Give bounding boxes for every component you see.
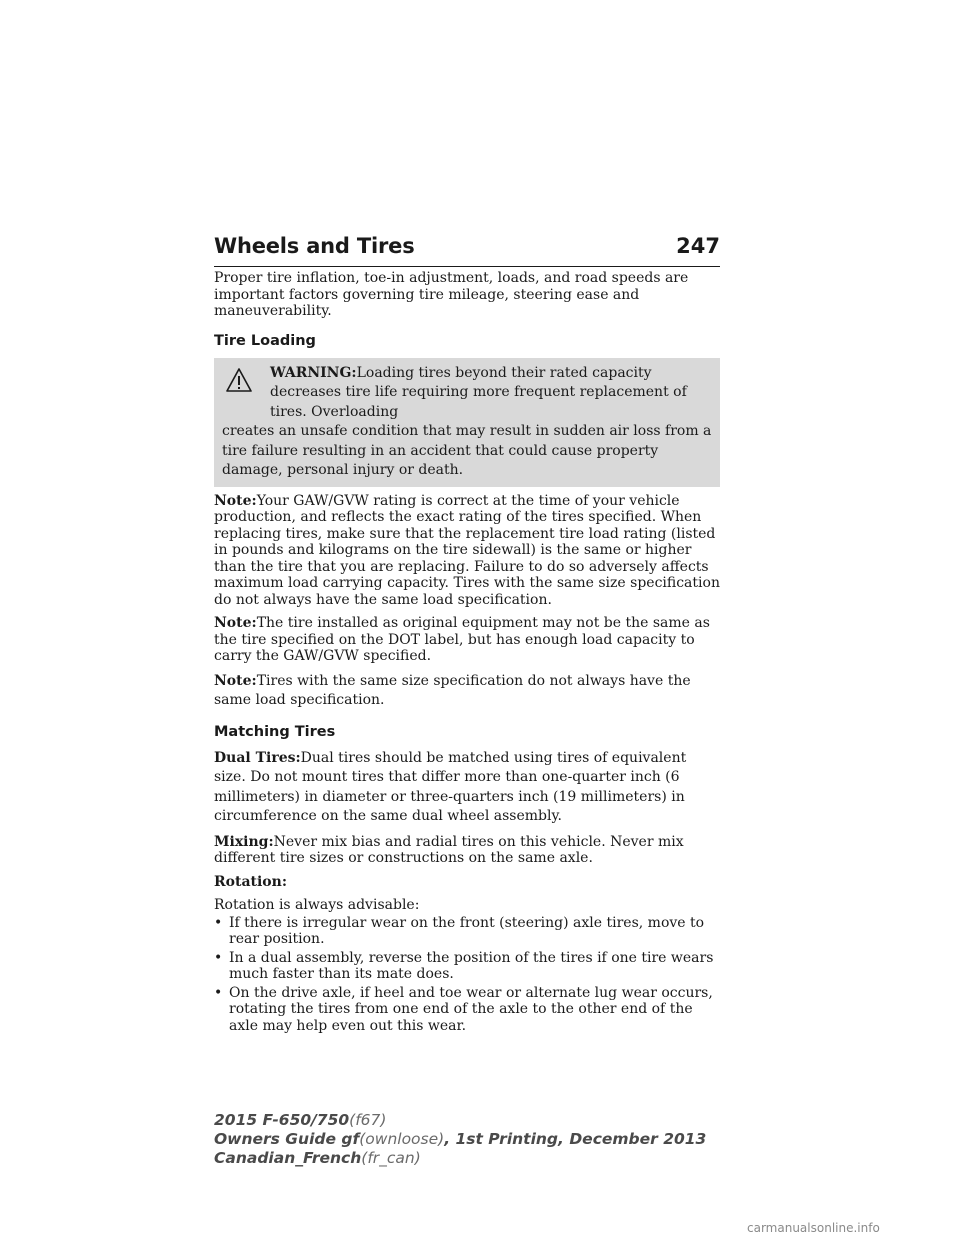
mixing-label: Mixing: [214,833,274,850]
footer-line-2: Owners Guide gf(ownloose), 1st Printing, December 2013 [214,1130,707,1148]
warning-first-lines [214,364,712,423]
rotation-intro: Rotation is always advisable: [214,897,420,913]
mixing-paragraph [214,834,720,867]
warning-text [214,364,712,481]
bullet-icon: • [214,984,223,1001]
note-label: Note: [214,672,257,689]
warning-text-first: Loading tires beyond their rated capacity decreases tire life requiring more frequent replacement of tires. Overloading [270,364,687,420]
mixing-text: Never mix bias and radial tires on this vehicle. Never mix different tire sizes or constructions on the same axle. [214,833,684,866]
warning-text-rest: creates an unsafe condition that may result in sudden air loss from a tire failure resulting in an accident that could cause property damage, personal injury or death. [222,423,712,478]
heading-tire-loading: Tire Loading [214,332,316,349]
note-text: The tire installed as original equipment may not be the same as the tire specified on the DOT label, but has enough load capacity to carry the GAW/GVW specified. [214,615,710,664]
list-item: • In a dual assembly, reverse the position of the tires if one tire wears much faster than its mate does. [214,949,714,982]
warning-label: WARNING: [270,364,357,381]
heading-matching-tires: Matching Tires [214,723,336,740]
bullet-icon: • [214,914,223,931]
bullet-icon: • [214,949,223,966]
list-item: • If there is irregular wear on the front (steering) axle tires, move to rear position. [214,914,705,947]
section-title: Wheels and Tires [214,234,415,258]
footer-line-3: Canadian_French(fr_can) [214,1149,421,1167]
page-footer [214,1111,814,1168]
page-number: 247 [676,234,720,258]
intro-paragraph: Proper tire inflation, toe-in adjustment, loads, and road speeds are important factors governing tire mileage, steering ease and maneuverability. [214,270,689,319]
dual-tires-label: Dual Tires: [214,749,301,766]
warning-box [214,358,720,487]
note-text: Your GAW/GVW rating is correct at the time of your vehicle production, and reflects the exact rating of the tires specified. When replacing tires, make sure that the replacement tire load rating (listed in pounds and kilograms on the tire sidewall) is the same or higher than the tire that you are replacing. Failure to do so adversely affects maximum load carrying capacity. Tires with the same size specification do not always have the same load specification. [214,492,720,608]
list-item: • On the drive axle, if heel and toe wear or alternate lug wear occurs, rotating the tires from one end of the axle to the other end of the axle may help even out this wear. [214,984,713,1034]
note-paragraph [214,615,720,665]
watermark: carmanualsonline.info [747,1221,880,1235]
note-paragraph [214,493,720,609]
footer-line-1: 2015 F-650/750(f67) [214,1111,387,1129]
note-label: Note: [214,492,257,509]
rotation-label: Rotation: [214,873,287,890]
page-header [214,228,720,267]
rotation-heading [214,874,720,891]
dual-tires-paragraph [214,749,720,827]
dual-tires-text: Dual tires should be matched using tires of equivalent size. Do not mount tires that differ more than one-quarter inch (6 millimeters) in diameter or three-quarters inch (19 millimeters) in circumference on the same dual wheel assembly. [214,749,687,824]
rotation-list [214,915,720,1035]
page-body [214,270,720,1036]
warning-triangle-icon [226,368,252,392]
note-label: Note: [214,615,257,631]
note-paragraph [214,672,720,711]
note-text: Tires with the same size specification do not always have the same load specification. [214,672,691,708]
